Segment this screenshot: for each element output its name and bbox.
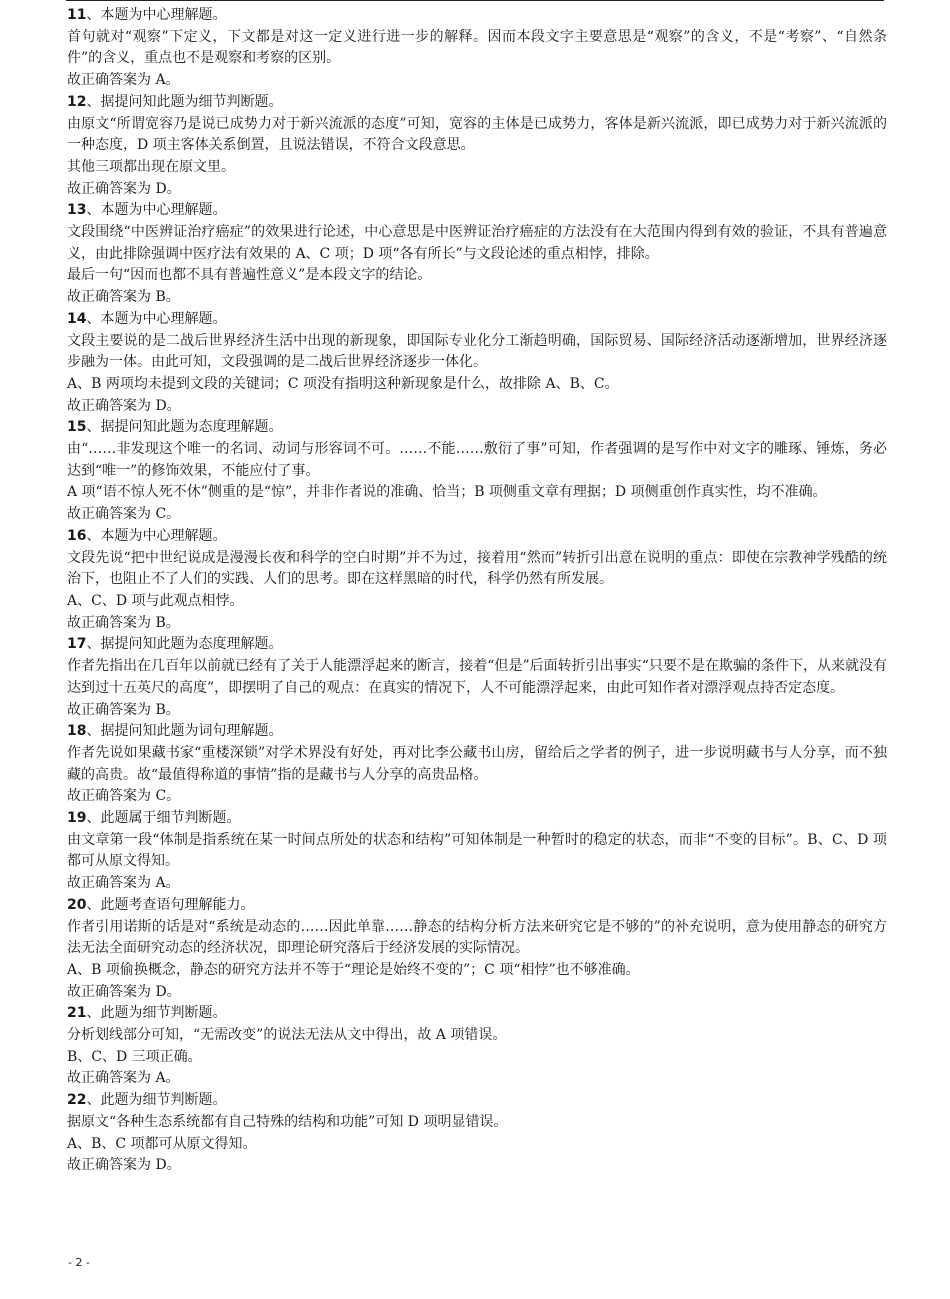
answer-line: 故正确答案为 A。 (67, 875, 180, 892)
question-heading-text: 、本题为中心理解题。 (86, 527, 227, 544)
question-block (67, 309, 887, 418)
explanation-paragraph: A、B 两项均未提到文段的关键词；C 项没有指明这种新现象是什么，故排除 A、B、C。 (67, 375, 619, 392)
question-number: 11 (67, 7, 87, 23)
explanation-paragraph: 文段先说“把中世纪说成是漫漫长夜和科学的空白时期”并不为过，接着用“然而”转折引出意在说明的重点：即使在宗教神学残酷的统治下，也阻止不了人们的实践、人们的思考。即在这样黑暗的时代，科学仍然有所发展。 (67, 549, 887, 588)
question-heading-text: 、此题为细节判断题。 (86, 1092, 227, 1109)
question-block (67, 1003, 887, 1090)
question-block (67, 92, 887, 201)
question-heading-text: 、此题属于细节判断题。 (86, 810, 241, 827)
answer-line: 故正确答案为 A。 (67, 1070, 180, 1087)
question-heading-text: 、此题考查语句理解能力。 (86, 896, 255, 913)
question-heading (67, 200, 887, 222)
answer-line: 故正确答案为 B。 (67, 614, 180, 631)
question-number: 18 (67, 723, 87, 740)
explanation-paragraph: 首句就对“观察”下定义，下文都是对这一定义进行进一步的解释。因而本段文字主要意思是“观察”的含义，不是“考察”、“自然条件”的含义，重点也不是观察和考察的区别。 (67, 28, 887, 67)
question-heading (67, 721, 887, 743)
answer-line: 故正确答案为 B。 (67, 289, 180, 306)
answer-line: 故正确答案为 D。 (67, 180, 181, 197)
question-block (67, 721, 887, 808)
question-heading (67, 808, 887, 830)
question-heading (67, 92, 887, 114)
question-block (67, 895, 887, 1004)
question-heading (67, 5, 887, 27)
answer-line: 故正确答案为 B。 (67, 701, 180, 718)
explanation-paragraph: 其他三项都出现在原文里。 (67, 158, 235, 175)
explanation-paragraph: 分析划线部分可知，“无需改变”的说法无法从文中得出，故 A 项错误。 (67, 1027, 507, 1044)
question-block (67, 634, 887, 721)
question-number: 21 (67, 1005, 87, 1022)
answer-line: 故正确答案为 D。 (67, 397, 181, 414)
question-heading-text: 、据提问知此题为细节判断题。 (86, 93, 283, 110)
question-block (67, 526, 887, 635)
answer-line: 故正确答案为 D。 (67, 983, 181, 1000)
explanation-paragraph: 作者引用诺斯的话是对“系统是动态的……因此单靠……静态的结构分析方法来研究它是不够的”的补充说明，意为使用静态的研究方法无法全面研究动态的经济状况，即理论研究落后于经济发展的实际情况。 (67, 918, 887, 957)
question-heading (67, 1003, 887, 1025)
question-number: 15 (67, 419, 87, 436)
question-heading (67, 417, 887, 439)
question-number: 12 (67, 93, 87, 110)
question-number: 19 (67, 810, 87, 827)
question-heading-text: 、本题为中心理解题。 (86, 7, 227, 23)
question-heading-text: 、本题为中心理解题。 (86, 310, 227, 327)
question-heading-text: 、据提问知此题为态度理解题。 (86, 419, 283, 436)
answer-line: 故正确答案为 C。 (67, 788, 181, 805)
answer-line: 故正确答案为 A。 (67, 72, 180, 89)
question-heading (67, 895, 887, 917)
question-heading (67, 1090, 887, 1112)
explanation-paragraph: B、C、D 三项正确。 (67, 1048, 202, 1065)
question-number: 17 (67, 636, 87, 653)
question-number: 14 (67, 310, 87, 327)
explanation-paragraph: 由文章第一段“体制是指系统在某一时间点所处的状态和结构”可知体制是一种暂时的稳定的状态，而非“不变的目标”。B、C、D 项都可从原文得知。 (67, 831, 887, 870)
explanation-paragraph: 据原文“各种生态系统都有自己特殊的结构和功能”可知 D 项明显错误。 (67, 1113, 508, 1130)
question-number: 13 (67, 202, 87, 219)
question-block (67, 417, 887, 526)
explanation-paragraph: 文段围绕“中医辨证治疗癌症”的效果进行论述，中心意思是中医辨证治疗癌症的方法没有在大范围内得到有效的验证，不具有普遍意义，由此排除强调中医疗法有效果的 A、C 项；D 项“各有所长”与文段论述的重点相悖，排除。 (67, 224, 887, 262)
explanation-paragraph: A 项“语不惊人死不休”侧重的是“惊”，并非作者说的准确、恰当；B 项侧重文章有理据；D 项侧重创作真实性，均不准确。 (67, 484, 827, 501)
explanation-paragraph: 最后一句“因而也都不具有普遍性意义”是本段文字的结论。 (67, 267, 432, 284)
question-heading (67, 634, 887, 656)
question-heading (67, 526, 887, 548)
question-number: 20 (67, 896, 87, 913)
question-heading-text: 、本题为中心理解题。 (86, 202, 227, 219)
explanation-paragraph: A、C、D 项与此观点相悖。 (67, 592, 244, 609)
question-heading-text: 、此题为细节判断题。 (86, 1005, 227, 1022)
question-number: 22 (67, 1092, 87, 1109)
explanation-paragraph: A、B、C 项都可从原文得知。 (67, 1135, 257, 1152)
answer-line: 故正确答案为 D。 (67, 1157, 181, 1174)
question-block (67, 200, 887, 309)
question-number: 16 (67, 527, 87, 544)
top-rule (66, 0, 884, 1)
explanation-paragraph: 作者先指出在几百年以前就已经有了关于人能漂浮起来的断言，接着“但是”后面转折引出事实“只要不是在欺骗的条件下，从来就没有达到过十五英尺的高度”，即摆明了自己的观点：在真实的情况下，人不可能漂浮起来，由此可知作者对漂浮观点持否定态度。 (67, 658, 887, 696)
explanation-paragraph: A、B 项偷换概念，静态的研究方法并不等于“理论是始终不变的”；C 项“相悖”也不够准确。 (67, 961, 640, 978)
question-block (67, 808, 887, 895)
answer-explanations (67, 5, 887, 1177)
question-heading-text: 、据提问知此题为词句理解题。 (86, 723, 283, 740)
explanation-paragraph: 文段主要说的是二战后世界经济生活中出现的新现象，即国际专业化分工渐趋明确，国际贸易、国际经济活动逐渐增加，世界经济逐步融为一体。由此可知，文段强调的是二战后世界经济逐步一体化。 (67, 332, 887, 371)
question-block (67, 5, 887, 92)
explanation-paragraph: 作者先说如果藏书家“重楼深锁”对学术界没有好处，再对比李公藏书山房，留给后之学者的例子，进一步说明藏书与人分享，而不独藏的高贵。故“最值得称道的事情”指的是藏书与人分享的高贵品格。 (67, 744, 887, 783)
question-heading (67, 309, 887, 331)
answer-line: 故正确答案为 C。 (67, 506, 181, 523)
question-block (67, 1090, 887, 1177)
question-heading-text: 、据提问知此题为态度理解题。 (86, 636, 283, 653)
explanation-paragraph: 由“……非发现这个唯一的名词、动词与形容词不可。……不能……敷衍了事”可知，作者强调的是写作中对文字的雕琢、锤炼，务必达到“唯一”的修饰效果，不能应付了事。 (67, 441, 887, 479)
explanation-paragraph: 由原文“所谓宽容乃是说已成势力对于新兴流派的态度”可知，宽容的主体是已成势力，客体是新兴流派，即已成势力对于新兴流派的一种态度，D 项主客体关系倒置，且说法错误，不符合文段意思。 (67, 115, 887, 154)
page-number: - 2 - (68, 1256, 90, 1269)
